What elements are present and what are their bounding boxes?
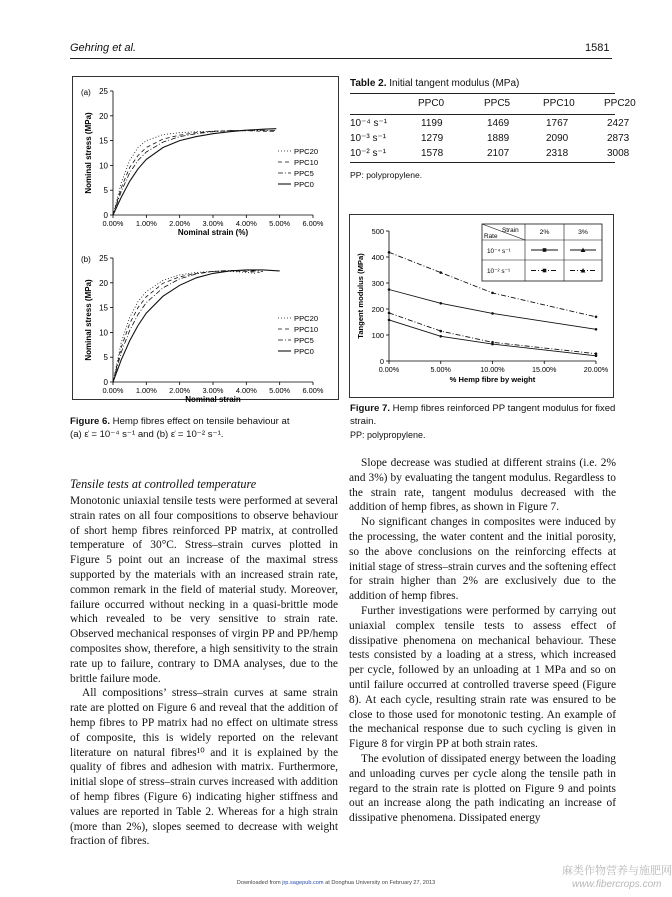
figure-6-caption-text: Hemp fibres effect on tensile behaviour at <box>109 416 290 427</box>
series-line-ppc10 <box>113 271 260 382</box>
y-axis-title: Nominal stress (MPa) <box>84 279 93 361</box>
data-point <box>595 316 598 319</box>
right-paragraph-4: The evolution of dissipated energy between the loading and unloading curves per cycle along the tensile path in regard to the strain rate is plotted on Figure 9 and points out an increase along the path indicating an increase of dissipative phenomena. Dissipated energy <box>349 752 616 825</box>
legend-col-2pct: 2% <box>539 229 550 236</box>
data-point <box>388 319 391 322</box>
x-axis-title: Nominal strain <box>185 395 241 404</box>
x-tick-label: 2.00% <box>169 386 191 395</box>
table-2-value-cell: 2107 <box>487 148 510 159</box>
table-2-rule-bot <box>350 162 615 163</box>
modulus-series-line <box>389 290 596 330</box>
data-point <box>388 251 391 254</box>
table-2-value-cell: 2873 <box>607 133 630 144</box>
y-tick-label: 300 <box>371 279 384 288</box>
panel-label: (b) <box>81 255 91 264</box>
figure-7-caption-text: Hemp fibres reinforced PP tangent modulus for fixed <box>389 403 616 414</box>
legend-label: PPC10 <box>294 158 319 167</box>
data-point <box>439 271 442 274</box>
data-point <box>388 312 391 315</box>
y-tick-label: 15 <box>99 136 108 146</box>
left-paragraph-2: All compositions’ stress–strain curves at same strain rate are plotted on Figure 6 and reveal that the addition of hemp fibres to PP matrix had no effect on ultimate stress of composite, this is widely reported on the relevant literature on natural fibres¹⁰ and it is explained by the quality of fibres and adhesion with matrix. Furthermore, initial slope of stress–strain curves increased with addition of hemp fibres (Figure 6) indicating higher stiffness and values are reported in Table 2. Whereas for a high strain (more than 2%), slopes seemed to decrease with weight fraction of fibres. <box>70 687 338 848</box>
legend-row-rate2: 10⁻² s⁻¹ <box>487 268 511 275</box>
table-2-col-header: PPC0 <box>418 98 445 109</box>
download-link[interactable]: jrp.sagepub.com <box>282 880 324 886</box>
series-line-ppc5 <box>113 130 276 215</box>
data-point <box>439 302 442 305</box>
data-point <box>388 288 391 291</box>
left-paragraph-1: Monotonic uniaxial tensile tests were performed at several strain rates on all four compositions to observe behaviour of short hemp fibres reinforced PP matrix, at controlled temperature of 30°C. Stress–strain curves plotted in Figure 5 point out an increase of the maximal stress supported by the materials with an increased strain rate, common remark in the field of material study. Moreover, failure occurred without necking in a quasi-brittle mode which revealed to be very sensitive to strain rate. Observed mechanical responses of virgin PP and PP/hemp composites show, therefore, a high sensitivity to the strain rate up to failure, contrary to DMA analyses, due to the brittle failure mode. <box>70 495 338 685</box>
x-axis-title: % Hemp fibre by weight <box>449 375 536 384</box>
x-tick-label: 0.00% <box>102 386 124 395</box>
series-line-ppc0 <box>113 270 280 382</box>
y-tick-label: 5 <box>103 353 108 363</box>
table-2-rule-top <box>350 93 615 94</box>
y-tick-label: 200 <box>371 305 384 314</box>
data-point <box>439 335 442 338</box>
y-tick-label: 0 <box>103 378 108 387</box>
right-paragraph-3: Further investigations were performed by carrying out uniaxial complex tensile tests to assess effect of dissipative phenomena on mechanical behaviour. These tests consisted by a loading at a stress, which increased per cycle, followed by an unloading at 1 MPa and so on until failure occurred at controlled traverse speed (Figure 8). At each cycle, resulting strain rate was ensured to be close to those used for monotonic testing. An example of the mechanical response due to such cycling is given in Figure 8 for virgin PP at both strain rates. <box>349 604 616 751</box>
x-tick-label: 5.00% <box>430 365 451 374</box>
table-2-value-cell: 1469 <box>487 118 510 129</box>
legend-strain-label: Strain <box>502 227 519 234</box>
legend-label: PPC20 <box>294 147 319 156</box>
right-paragraph-1: Slope decrease was studied at different strains (i.e. 2% and 3%) by evaluating the tangent modulus. Regardless to the strain rate, tangent modulus decreased with the addition of hemp fibres, as shown in Figure 7. <box>349 457 616 514</box>
legend-marker <box>543 248 547 252</box>
legend-col-3pct: 3% <box>578 229 588 236</box>
figure-6-caption-line2: (a) ε̇ = 10⁻⁴ s⁻¹ and (b) ε̇ = 10⁻² s⁻¹. <box>70 429 224 440</box>
table-2-value-cell: 2318 <box>546 148 569 159</box>
x-tick-label: 6.00% <box>302 386 324 395</box>
table-2-value-cell: 1578 <box>421 148 444 159</box>
table-2-rule-mid <box>350 114 615 115</box>
data-point <box>491 292 494 295</box>
y-tick-label: 100 <box>371 331 384 340</box>
table-2-label: Table 2. <box>350 78 387 89</box>
y-tick-label: 500 <box>371 227 384 236</box>
figure-7-caption <box>350 402 620 428</box>
right-column-text <box>349 456 616 826</box>
x-tick-label: 3.00% <box>202 386 224 395</box>
section-heading: Tensile tests at controlled temperature <box>70 477 257 491</box>
x-tick-label: 20.00% <box>583 365 609 374</box>
figure-6-frame <box>72 76 339 404</box>
figure-7-chart <box>350 215 613 397</box>
download-suffix: at Donghua University on February 27, 2013 <box>323 880 436 886</box>
table-2-value-cell: 1279 <box>421 133 444 144</box>
x-tick-label: 4.00% <box>235 219 257 228</box>
table-2-header-row <box>350 98 636 112</box>
y-axis-title: Nominal stress (MPa) <box>84 112 93 194</box>
x-tick-label: 2.00% <box>169 219 191 228</box>
x-tick-label: 1.00% <box>135 386 157 395</box>
modulus-series-line <box>389 313 596 354</box>
y-tick-label: 25 <box>99 254 108 263</box>
table-2-rate-cell: 10⁻³ s⁻¹ <box>350 133 387 144</box>
table-2-value-cell: 1199 <box>421 118 443 129</box>
table-2-value-cell: 3008 <box>607 148 630 159</box>
data-point <box>491 312 494 315</box>
y-tick-label: 5 <box>103 186 108 196</box>
y-tick-label: 15 <box>99 303 108 313</box>
x-tick-label: 5.00% <box>269 386 291 395</box>
download-prefix: Downloaded from <box>236 880 283 886</box>
series-line-ppc5 <box>113 270 263 382</box>
running-head-authors: Gehring et al. <box>70 42 137 54</box>
y-tick-label: 25 <box>99 87 108 96</box>
table-2-title <box>350 78 519 89</box>
table-2-value-cell: 2427 <box>607 118 630 129</box>
figure-7-note: PP: polypropylene. <box>350 430 426 440</box>
legend-rate-label: Rate <box>484 233 498 240</box>
y-tick-label: 10 <box>99 328 108 338</box>
legend-label: PPC0 <box>294 347 314 356</box>
table-2-col-header: PPC10 <box>543 98 575 109</box>
table-2-note: PP: polypropylene. <box>350 170 423 180</box>
data-point <box>595 352 598 355</box>
table-2-rate-cell: 10⁻⁴ s⁻¹ <box>350 118 388 129</box>
page-number: 1581 <box>585 42 610 54</box>
legend-label: PPC5 <box>294 169 314 178</box>
watermark-url: www.fibercrops.com <box>572 879 662 890</box>
legend-label: PPC10 <box>294 325 319 334</box>
legend-row-rate1: 10⁻⁴ s⁻¹ <box>487 248 511 255</box>
legend-label: PPC0 <box>294 180 314 189</box>
figure-6-caption <box>70 415 340 441</box>
data-point <box>595 328 598 331</box>
panel-label: (a) <box>81 88 91 97</box>
series-line-ppc20 <box>113 271 256 382</box>
table-2-title-text: Initial tangent modulus (MPa) <box>386 78 520 89</box>
legend-label: PPC20 <box>294 314 319 323</box>
table-2-rate-cell: 10⁻² s⁻¹ <box>350 148 387 159</box>
figure-6-chart <box>73 77 338 404</box>
figure-7-frame <box>349 214 614 398</box>
x-tick-label: 3.00% <box>202 219 224 228</box>
figure-7-caption-line2: strain. <box>350 416 377 427</box>
table-2-col-header: PPC20 <box>604 98 636 109</box>
y-tick-label: 400 <box>371 253 384 262</box>
right-paragraph-2: No significant changes in composites were induced by the processing, the water content and the initial porosity, so the above conclusions on the reinforcing effects at initial stage of stress–strain curves and the softening effect for strain higher than 2% are exclusively due to the addition of hemp fibres. <box>349 516 616 603</box>
x-tick-label: 10.00% <box>480 365 505 374</box>
table-2-value-cell: 1889 <box>487 133 510 144</box>
x-tick-label: 0.00% <box>378 365 400 374</box>
x-tick-label: 4.00% <box>235 386 257 395</box>
series-line-ppc20 <box>113 131 273 215</box>
y-tick-label: 20 <box>99 111 108 121</box>
figure-6-caption-label: Figure 6. <box>70 416 110 427</box>
data-point <box>491 341 494 344</box>
watermark-chinese: 麻类作物营养与施肥网 <box>562 865 672 877</box>
figure-7-caption-label: Figure 7. <box>350 403 390 414</box>
left-column-text <box>70 494 338 849</box>
x-tick-label: 5.00% <box>269 219 291 228</box>
table-2-body <box>350 118 630 162</box>
y-axis-title: Tangent modulus (MPa) <box>356 253 365 339</box>
header-rule <box>70 58 612 59</box>
series-line-ppc10 <box>113 131 276 215</box>
data-point <box>439 330 442 333</box>
x-tick-label: 15.00% <box>532 365 557 374</box>
table-2-value-cell: 2090 <box>546 133 569 144</box>
x-axis-title: Nominal strain (%) <box>177 228 249 237</box>
x-tick-label: 0.00% <box>102 219 124 228</box>
y-tick-label: 0 <box>379 357 384 366</box>
legend-marker <box>543 269 547 273</box>
table-2-value-cell: 1767 <box>546 118 569 129</box>
table-2-col-header: PPC5 <box>484 98 511 109</box>
y-tick-label: 0 <box>103 211 108 220</box>
series-line-ppc0 <box>113 129 276 215</box>
y-tick-label: 10 <box>99 161 108 171</box>
y-tick-label: 20 <box>99 278 108 288</box>
x-tick-label: 1.00% <box>135 219 157 228</box>
x-tick-label: 6.00% <box>302 219 324 228</box>
legend-label: PPC5 <box>294 336 314 345</box>
